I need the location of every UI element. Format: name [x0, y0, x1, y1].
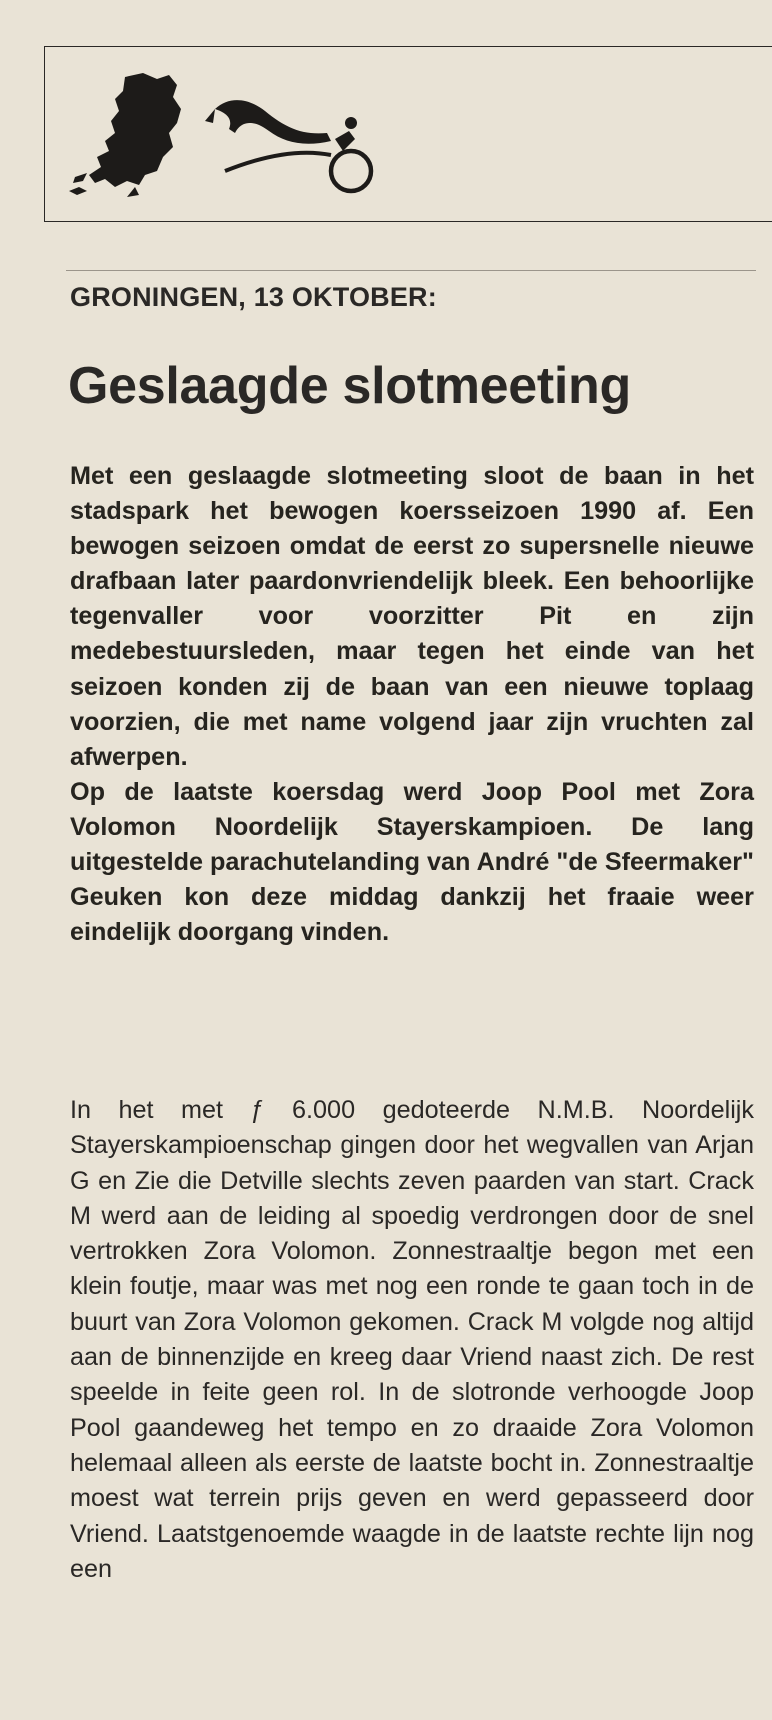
lead-paragraph: Op de laatste koersdag werd Joop Pool met Zora Volomon Noordelijk Stayerskampioen. De lang uitgestelde parachutelanding van André "de Sfeermaker" Geuken kon deze middag dankzij het fraaie weer eindelijk doorgang vinden. [70, 777, 754, 947]
article-lead [70, 459, 754, 950]
section-divider [66, 270, 756, 271]
article-headline: Geslaagde slotmeeting [68, 357, 631, 415]
article-body [70, 1093, 754, 1587]
lead-paragraph: Met een geslaagde slotmeeting sloot de baan in het stadspark het bewogen koersseizoen 1990 af. Een bewogen seizoen omdat de eerst zo supersnelle nieuwe drafbaan later paardonvriendelijk bleek. Een behoorlijke tegenvaller voor voorzitter Pit en zijn medebestuursleden, maar tegen het einde van het seizoen konden zij de baan van een nieuwe toplaag voorzien, die met name volgend jaar zijn vruchten zal afwerpen. [70, 462, 754, 771]
body-paragraph: In het met ƒ 6.000 gedoteerde N.M.B. Noordelijk Stayerskampioenschap gingen door het wegvallen van Arjan G en Zie die Detville slechts zeven paarden van start. Crack M werd aan de leiding al spoedig verdrongen door de snel vertrokken Zora Volomon. Zonnestraaltje begon met een klein foutje, maar was met nog een ronde te gaan toch in de buurt van Zora Volomon gekomen. Crack M volgde nog altijd aan de binnenzijde en kreeg daar Vriend naast zich. De rest speelde in feite geen rol. In de slotronde verhoogde Joop Pool gaandeweg het tempo en zo draaide Zora Volomon helemaal alleen als eerste de laatste bocht in. Zonnestraaltje moest wat terrein prijs geven en werd gepasseerd door Vriend. Laatstgenoemde waagde in de laatste rechte lijn nog een [70, 1096, 754, 1583]
trotter-logo-icon [65, 59, 405, 209]
logo-frame [44, 46, 772, 222]
dateline: GRONINGEN, 13 OKTOBER: [70, 282, 437, 312]
